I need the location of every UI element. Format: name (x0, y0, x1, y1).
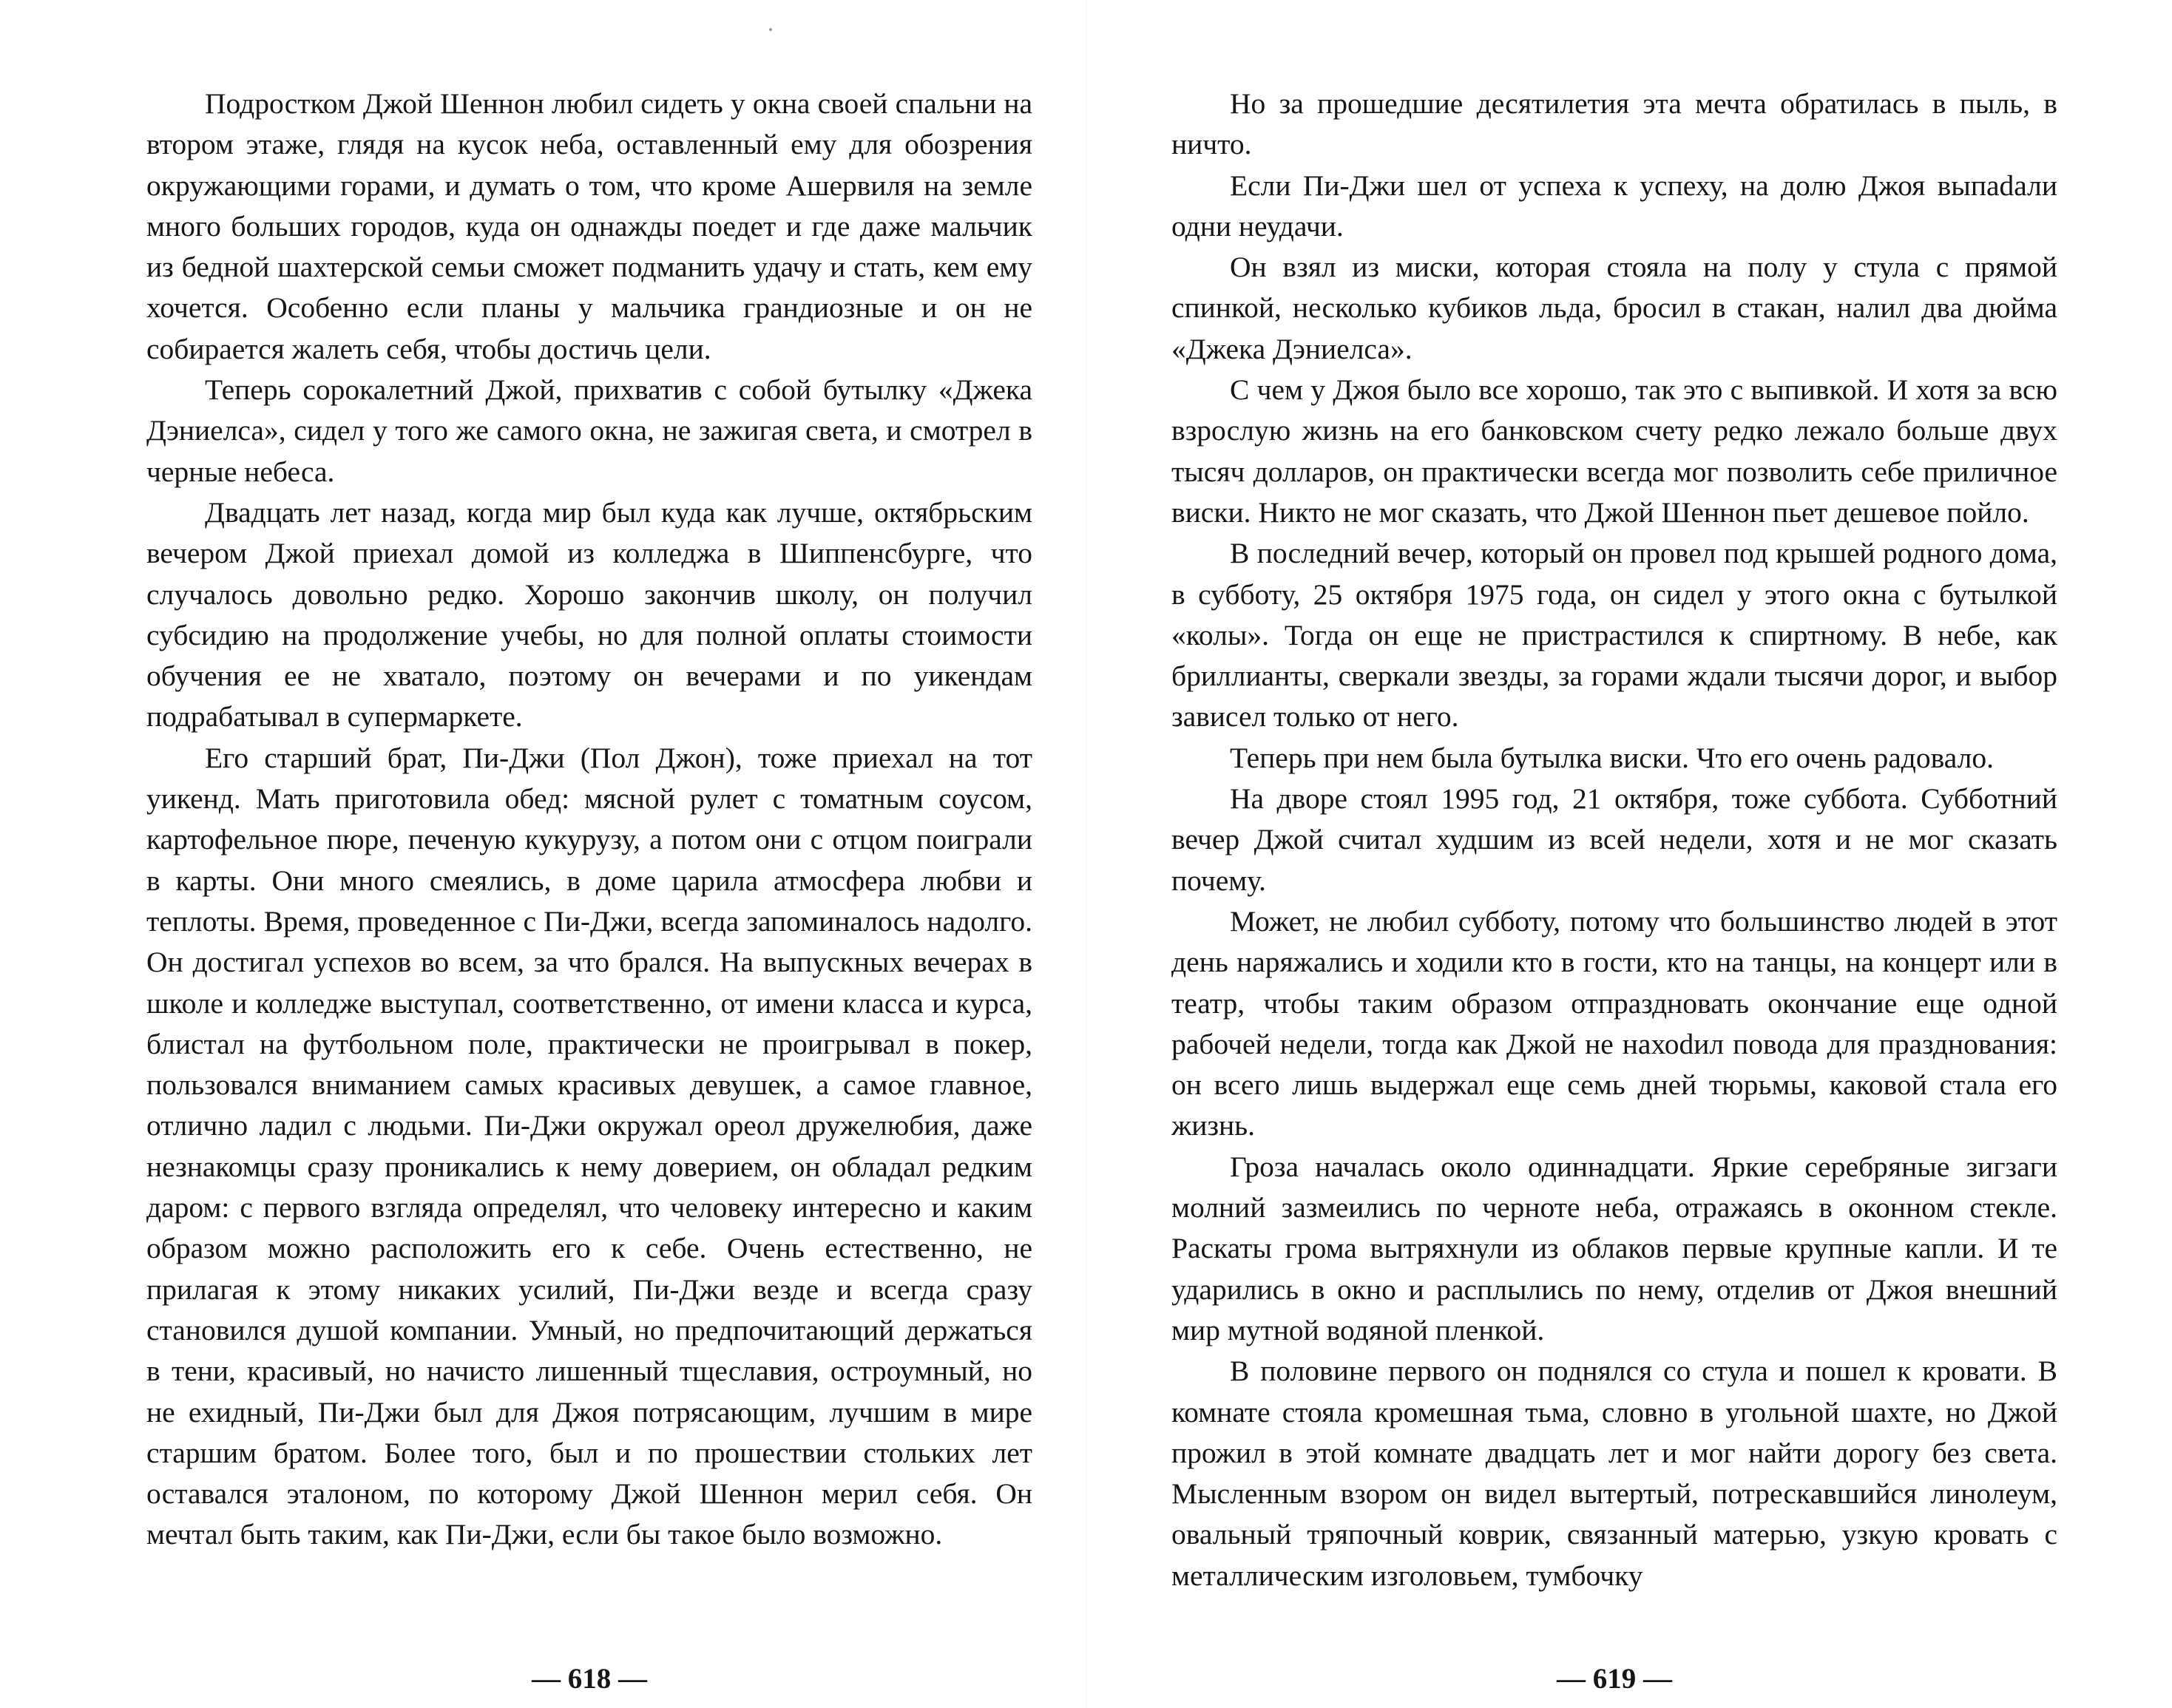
right-paragraph-9: Гроза началась около одиннадцати. Яркие серебряные зигзаги молний зазмеились по черноте неба, отражаясь в оконном стекле. Раскаты грома вытряхнули из облаков первые крупные капли. И те ударились в окно и расплылись по нему, отделив от Джоя внешний мир мутной водяной пленкой. (1171, 1150, 2057, 1346)
right-paragraph-7: На дворе стоял 1995 год, 21 октября, тоже суббота. Субботний вечер Джой считал худшим из всей недели, хотя и не мог сказать почему. (1171, 782, 2057, 897)
right-paragraph-3: Он взял из миски, которая стояла на полу у стула с прямой спинкой, несколько кубиков льда, бросил в стакан, налил два дюйма «Джека Дэниелса». (1171, 251, 2057, 365)
right-paragraph-2: Если Пи-Джи шел от успеха к успеху, на долю Джоя выпаdали одни неудачи. (1171, 169, 2057, 243)
right-paragraph-8: Может, не любил субботу, потому что большинство людей в этот день наряжались и ходили кто в гости, кто на танцы, на концерт или в театр, чтобы таким образом отпраздновать окончание еще одной рабочей недели, тогда как Джой не нахоdил повода для празднования: он всего лишь выдержал еще семь дней тюрьмы, каковой стала его жизнь. (1171, 904, 2057, 1142)
book-gutter (1086, 0, 1087, 1708)
page-speck (769, 28, 772, 31)
right-paragraph-5: В последний вечер, который он провел под крышей родного дома, в субботу, 25 октября 1975 года, он сидел у этого окна с бутылкой «колы». Тогда он еще не пристрастился к спиртному. В небе, как бриллианты, сверкали звезды, за горами ждали тысячи дорог, и выбор зависел только от него. (1171, 537, 2057, 733)
right-paragraph-6: Теперь при нем была бутылка виски. Что его очень радовало. (1230, 741, 1994, 774)
left-paragraph-3: Двадцать лет назад, когда мир был куда как лучше, октябрьским вечером Джой приехал домой из колледжа в Шиппенсбурге, что случалось довольно редко. Хорошо закончив школу, он получил субсидию на продолжение учебы, но для полной оплаты стоимости обучения ее не хватало, поэтому он вечерами и по уикендам подрабатывал в супермаркете. (146, 495, 1032, 733)
left-page-number: — 618 — (532, 1663, 647, 1695)
left-page (146, 84, 1032, 1695)
left-paragraph-4: Его старший брат, Пи-Джи (Пол Джон), тоже приехал на тот уикенд. Мать приготовила обед: мясной рулет с томатным соусом, картофельное пюре, печеную кукурузу, а потом они с отцом поиграли в карты. Они много смеялись, в доме царила атмосфера любви и теплоты. Время, проведенное с Пи-Джи, всегда запоминалось надолго. Он достигал успехов во всем, за что брался. На выпускных вечерах в школе и колледже выступал, соответственно, от имени класса и курса, блистал на футбольном поле, практически не проигрывал в покер, пользовался вниманием самых красивых девушек, а самое главное, отлично ладил с людьми. Пи-Джи окружал ореол дружелюбия, даже незнакомцы сразу проникались к нему доверием, он обладал редким даром: с первого взгляда определял, что человеку интересно и каким образом можно расположить его к себе. Очень естественно, не прилагая к этому никаких усилий, Пи-Джи везде и всегда сразу становился душой компании. Умный, но предпочитающий держаться в тени, красивый, но начисто лишенный тщеславия, остроумный, но не ехидный, Пи-Джи был для Джоя потрясающим, лучшим в мире старшим братом. Более того, был и по прошествии стольких лет оставался эталоном, по которому Джой Шеннон мерил себя. Он мечтал быть таким, как Пи-Джи, если бы такое было возможно. (146, 741, 1032, 1551)
right-paragraph-4: С чем у Джоя было все хорошо, так это с выпивкой. И хотя за всю взрослую жизнь на его банковском счету редко лежало больше двух тысяч долларов, он практически всегда мог позволить себе приличное виски. Никто не мог сказать, что Джой Шеннон пьет дешевое пойло. (1171, 373, 2057, 529)
left-paragraph-2: Теперь сорокалетний Джой, прихватив с собой бутылку «Джека Дэниелса», сидел у того же самого окна, не зажигая света, и смотрел в черные небеса. (146, 373, 1032, 488)
right-paragraph-10: В половине первого он поднялся со стула и пошел к кровати. В комнате стояла кромешная тьма, словно в угольной шахте, но Джой прожил в этой комнате двадцать лет и мог найти дорогу без света. Мысленным взором он видел вытертый, потрескавшийся линолеум, овальный тряпочный коврик, связанный матерью, узкую кровать с металлическим изголовьем, тумбочку (1171, 1355, 2057, 1592)
right-page-number: — 619 — (1557, 1663, 1672, 1695)
left-paragraph-1: Подростком Джой Шеннон любил сидеть у окна своей спальни на втором этаже, глядя на кусок неба, оставленный ему для обозрения окружающими горами, и думать о том, что кроме Ашервиля на земле много больших городов, куда он однажды поедет и где даже мальчик из бедной шахтерской семьи сможет подманить удачу и стать, кем ему хочется. Особенно если планы у мальчика грандиозные и он не собирается жалеть себя, чтобы достичь цели. (146, 87, 1032, 365)
right-page (1171, 84, 2057, 1695)
right-page-body (1171, 84, 2057, 1596)
right-paragraph-1: Но за прошедшие десятилетия эта мечта обратилась в пыль, в ничто. (1171, 87, 2057, 161)
left-page-body (146, 84, 1032, 1556)
